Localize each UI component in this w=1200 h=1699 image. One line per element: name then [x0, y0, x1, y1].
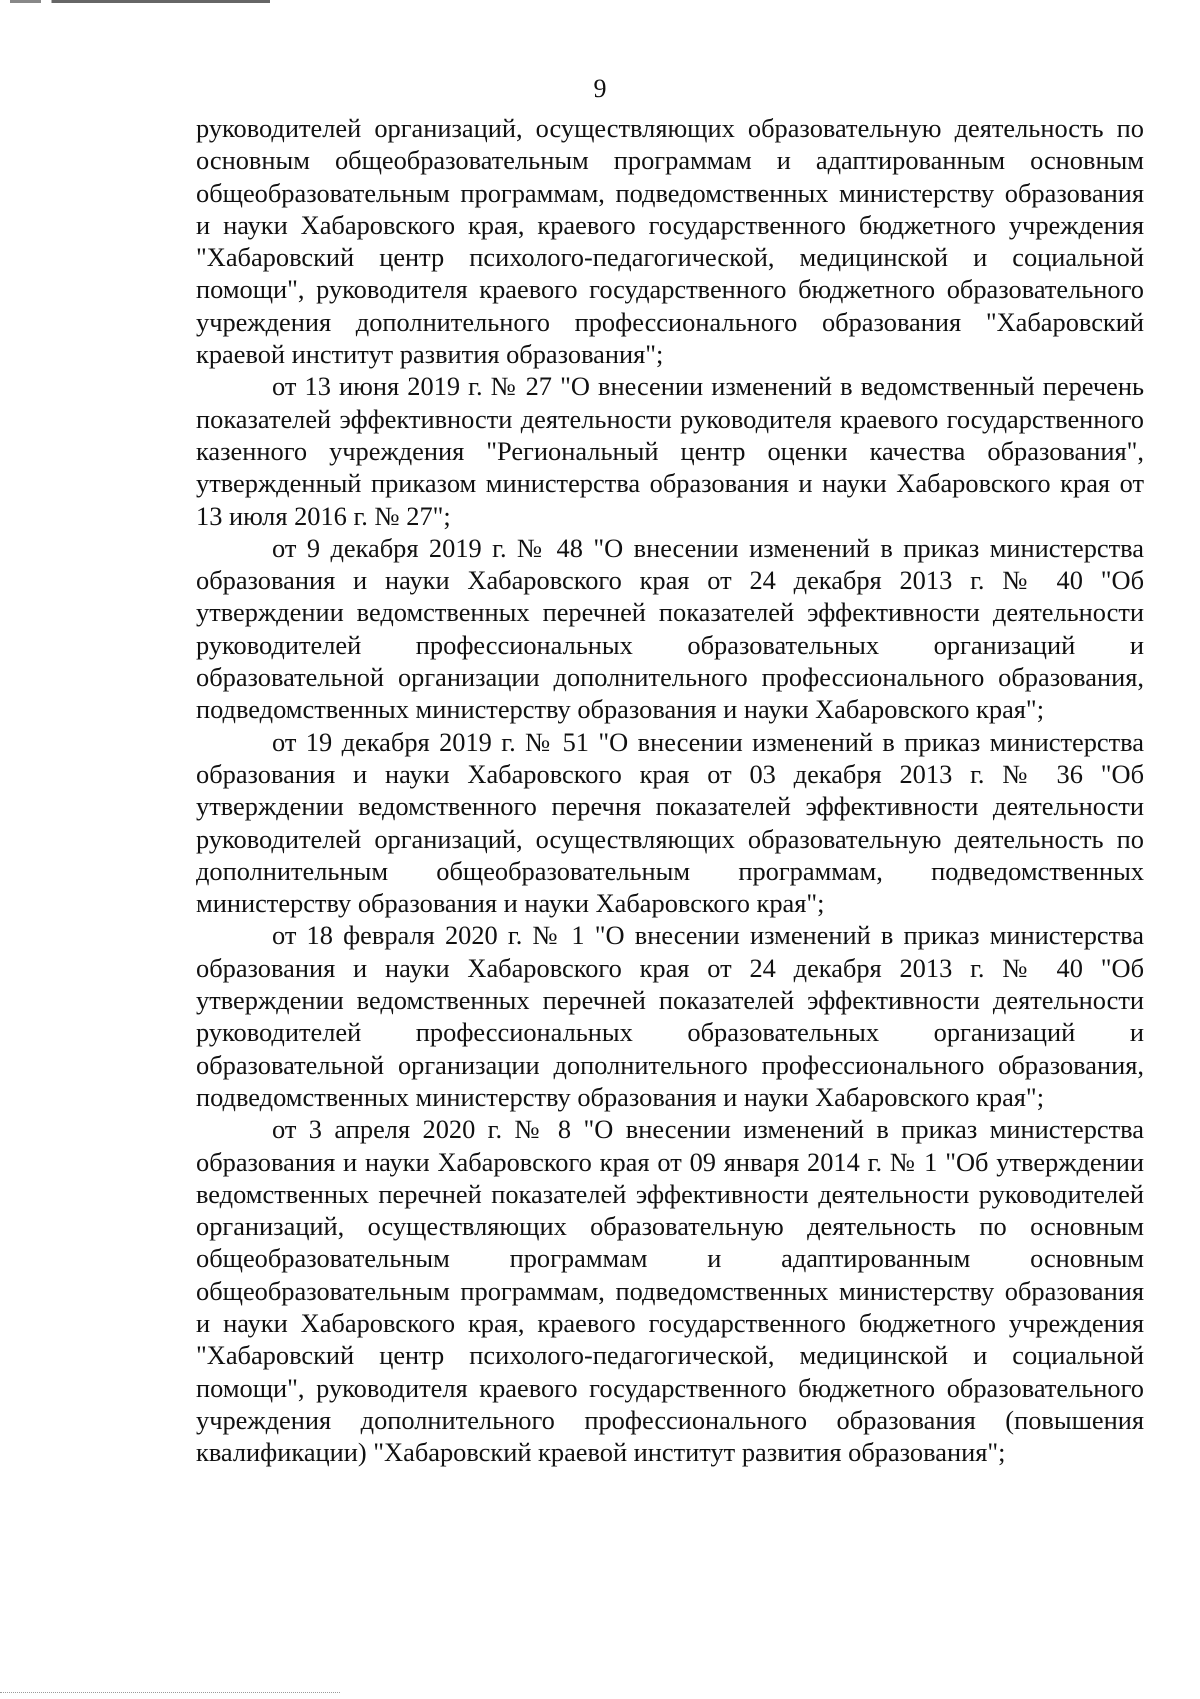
scan-artifact-top — [10, 0, 270, 3]
paragraph-order-2019-06-13: от 13 июня 2019 г. № 27 "О внесении изменений в ведомственный перечень показателей эффективности деятельности руководителя краевого государственного казенного учреждения "Региональный центр оценки качества образования", утвержденный приказом министерства образования и науки Хабаровского края от 13 июля 2016 г. № 27"; — [196, 371, 1144, 531]
paragraph-order-2020-02-18: от 18 февраля 2020 г. № 1 "О внесении изменений в приказ министерства образования и науки Хабаровского края от 24 декабря 2013 г. № 40 "Об утверждении ведомственных перечней показателей эффективности деятельности руководителей профессиональных образовательных организаций и образовательной организации дополнительного профессионального образования, подведомственных министерству образования и науки Хабаровского края"; — [196, 920, 1144, 1112]
document-body — [196, 112, 1144, 1468]
page-number: 9 — [593, 74, 607, 103]
paragraph-order-2019-12-09: от 9 декабря 2019 г. № 48 "О внесении изменений в приказ министерства образования и науки Хабаровского края от 24 декабря 2013 г. № 40 "Об утверждении ведомственных перечней показателей эффективности деятельности руководителей профессиональных образовательных организаций и образовательной организации дополнительного профессионального образования, подведомственных министерству образования и науки Хабаровского края"; — [196, 532, 1144, 725]
scan-artifact-bottom — [0, 1688, 340, 1693]
paragraph-continuation: руководителей организаций, осуществляющих образовательную деятельность по основным общеобразовательным программам и адаптированным основным общеобразовательным программам, подведомственных министерству образования и науки Хабаровского края, краевого государственного бюджетного учреждения "Хабаровский центр психолого-педагогической, медицинской и социальной помощи", руководителя краевого государственного бюджетного образовательного учреждения дополнительного профессионального образования "Хабаровский краевой институт развития образования"; — [196, 113, 1144, 370]
paragraph-order-2019-12-19: от 19 декабря 2019 г. № 51 "О внесении изменений в приказ министерства образования и науки Хабаровского края от 03 декабря 2013 г. № 36 "Об утверждении ведомственного перечня показателей эффективности деятельности руководителей организаций, осуществляющих образовательную деятельность по дополнительным общеобразовательным программам, подведомственных министерству образования и науки Хабаровского края"; — [196, 726, 1144, 919]
paragraph-order-2020-04-03: от 3 апреля 2020 г. № 8 "О внесении изменений в приказ министерства образования и науки Хабаровского края от 09 января 2014 г. № 1 "Об утверждении ведомственных перечней показателей эффективности деятельности руководителей организаций, осуществляющих образовательную деятельность по основным общеобразовательным программам и адаптированным основным общеобразовательным программам, подведомственных министерству образования и науки Хабаровского края, краевого государственного бюджетного учреждения "Хабаровский центр психолого-педагогической, медицинской и социальной помощи", руководителя краевого государственного бюджетного образовательного учреждения дополнительного профессионального образования (повышения квалификации) "Хабаровский краевой институт развития образования"; — [196, 1114, 1144, 1468]
